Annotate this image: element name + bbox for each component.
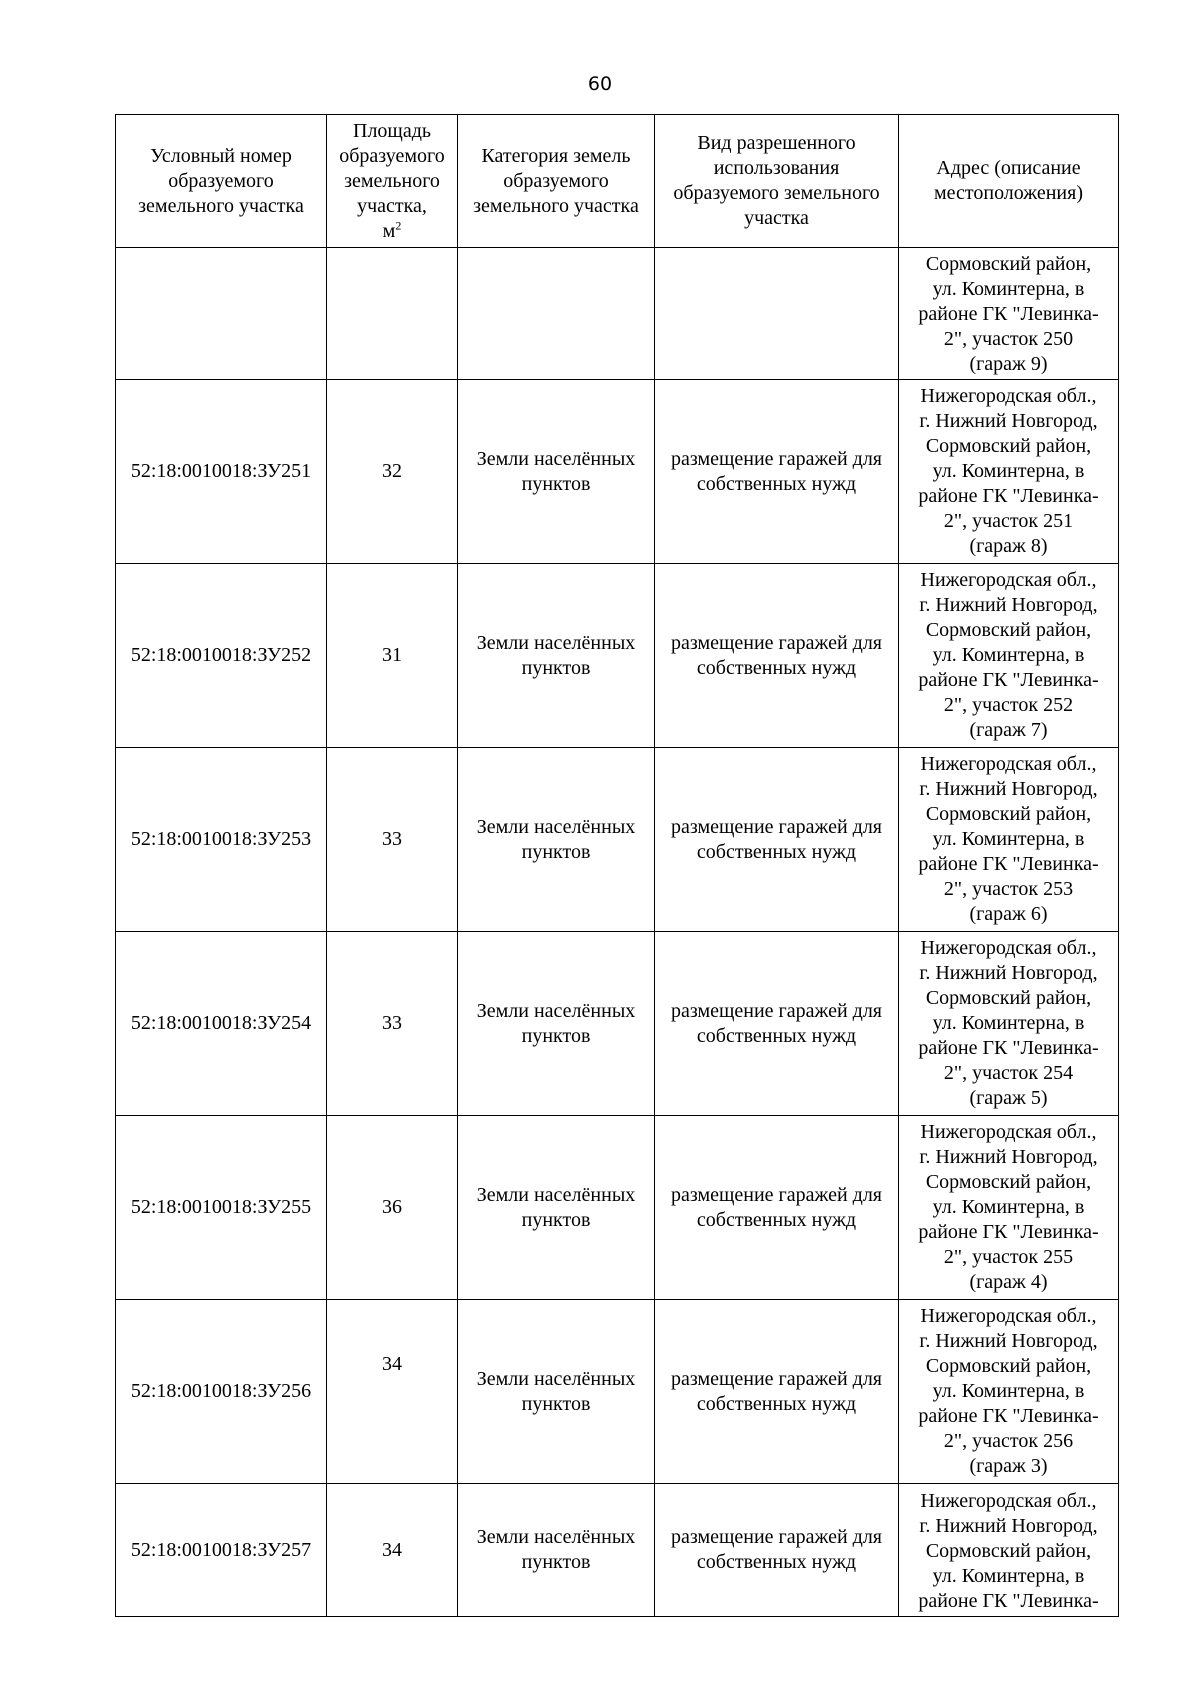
cell-address: Нижегородская обл., г. Нижний Новгород, Сормовский район, ул. Коминтерна, в районе ГК "Левинка- 2", участок 253 (гараж 6) bbox=[899, 748, 1119, 932]
land-parcels-table bbox=[115, 114, 1119, 1617]
cell-area: 32 bbox=[327, 380, 458, 564]
cell-permitted-use: размещение гаражей для собственных нужд bbox=[655, 1300, 899, 1484]
header-parcel-number: Условный номер образуемого земельного участка bbox=[116, 115, 327, 248]
cell-parcel-number: 52:18:0010018:ЗУ254 bbox=[116, 932, 327, 1116]
table-row bbox=[116, 1300, 1119, 1484]
area-unit: м bbox=[382, 219, 396, 242]
cell-area: 33 bbox=[327, 932, 458, 1116]
cell-parcel-number: 52:18:0010018:ЗУ251 bbox=[116, 380, 327, 564]
cell-address: Нижегородская обл., г. Нижний Новгород, Сормовский район, ул. Коминтерна, в районе ГК "Левинка- 2", участок 251 (гараж 8) bbox=[899, 380, 1119, 564]
cell-parcel-number: 52:18:0010018:ЗУ257 bbox=[116, 1484, 327, 1617]
cell-parcel-number: 52:18:0010018:ЗУ252 bbox=[116, 564, 327, 748]
page-number: 60 bbox=[587, 73, 613, 95]
cell-land-category: Земли населённых пунктов bbox=[458, 1300, 655, 1484]
cell-land-category: Земли населённых пунктов bbox=[458, 932, 655, 1116]
cell-address: Нижегородская обл., г. Нижний Новгород, Сормовский район, ул. Коминтерна, в районе ГК "Левинка- 2", участок 254 (гараж 5) bbox=[899, 932, 1119, 1116]
cell-parcel-number: 52:18:0010018:ЗУ253 bbox=[116, 748, 327, 932]
header-land-category: Категория земель образуемого земельного участка bbox=[458, 115, 655, 248]
cell-address: Нижегородская обл., г. Нижний Новгород, Сормовский район, ул. Коминтерна, в районе ГК "Левинка- 2", участок 252 (гараж 7) bbox=[899, 564, 1119, 748]
cell-permitted-use: размещение гаражей для собственных нужд bbox=[655, 564, 899, 748]
table-row bbox=[116, 748, 1119, 932]
table-row bbox=[116, 1484, 1119, 1617]
header-permitted-use: Вид разрешенного использования образуемого земельного участка bbox=[655, 115, 899, 248]
cell-permitted-use bbox=[655, 248, 899, 380]
cell-address: Нижегородская обл., г. Нижний Новгород, Сормовский район, ул. Коминтерна, в районе ГК "Левинка- bbox=[899, 1484, 1119, 1617]
cell-area: 33 bbox=[327, 748, 458, 932]
table-header-row bbox=[116, 115, 1119, 248]
cell-parcel-number: 52:18:0010018:ЗУ256 bbox=[116, 1300, 327, 1484]
cell-land-category: Земли населённых пунктов bbox=[458, 748, 655, 932]
table-row-continuation bbox=[116, 248, 1119, 380]
cell-area: 36 bbox=[327, 1116, 458, 1300]
cell-area: 31 bbox=[327, 564, 458, 748]
cell-land-category: Земли населённых пунктов bbox=[458, 380, 655, 564]
cell-address: Нижегородская обл., г. Нижний Новгород, Сормовский район, ул. Коминтерна, в районе ГК "Левинка- 2", участок 256 (гараж 3) bbox=[899, 1300, 1119, 1484]
header-address: Адрес (описание местоположения) bbox=[899, 115, 1119, 248]
cell-address: Нижегородская обл., г. Нижний Новгород, Сормовский район, ул. Коминтерна, в районе ГК "Левинка- 2", участок 255 (гараж 4) bbox=[899, 1116, 1119, 1300]
cell-permitted-use: размещение гаражей для собственных нужд bbox=[655, 748, 899, 932]
table-row bbox=[116, 564, 1119, 748]
header-area: Площадь образуемого земельного участка, $м^2$ bbox=[327, 115, 458, 248]
cell-permitted-use: размещение гаражей для собственных нужд bbox=[655, 932, 899, 1116]
cell-permitted-use: размещение гаражей для собственных нужд bbox=[655, 1484, 899, 1617]
cell-parcel-number bbox=[116, 248, 327, 380]
table-row bbox=[116, 932, 1119, 1116]
cell-land-category: Земли населённых пунктов bbox=[458, 1116, 655, 1300]
cell-land-category: Земли населённых пунктов bbox=[458, 1484, 655, 1617]
cell-area bbox=[327, 248, 458, 380]
cell-land-category bbox=[458, 248, 655, 380]
area-unit-superscript: 2 bbox=[395, 217, 402, 232]
cell-parcel-number: 52:18:0010018:ЗУ255 bbox=[116, 1116, 327, 1300]
table-row bbox=[116, 380, 1119, 564]
cell-permitted-use: размещение гаражей для собственных нужд bbox=[655, 380, 899, 564]
cell-permitted-use: размещение гаражей для собственных нужд bbox=[655, 1116, 899, 1300]
cell-land-category: Земли населённых пунктов bbox=[458, 564, 655, 748]
cell-address: Сормовский район, ул. Коминтерна, в районе ГК "Левинка- 2", участок 250 (гараж 9) bbox=[899, 248, 1119, 380]
table-row bbox=[116, 1116, 1119, 1300]
cell-area: 34 bbox=[327, 1300, 458, 1484]
cell-area: 34 bbox=[327, 1484, 458, 1617]
